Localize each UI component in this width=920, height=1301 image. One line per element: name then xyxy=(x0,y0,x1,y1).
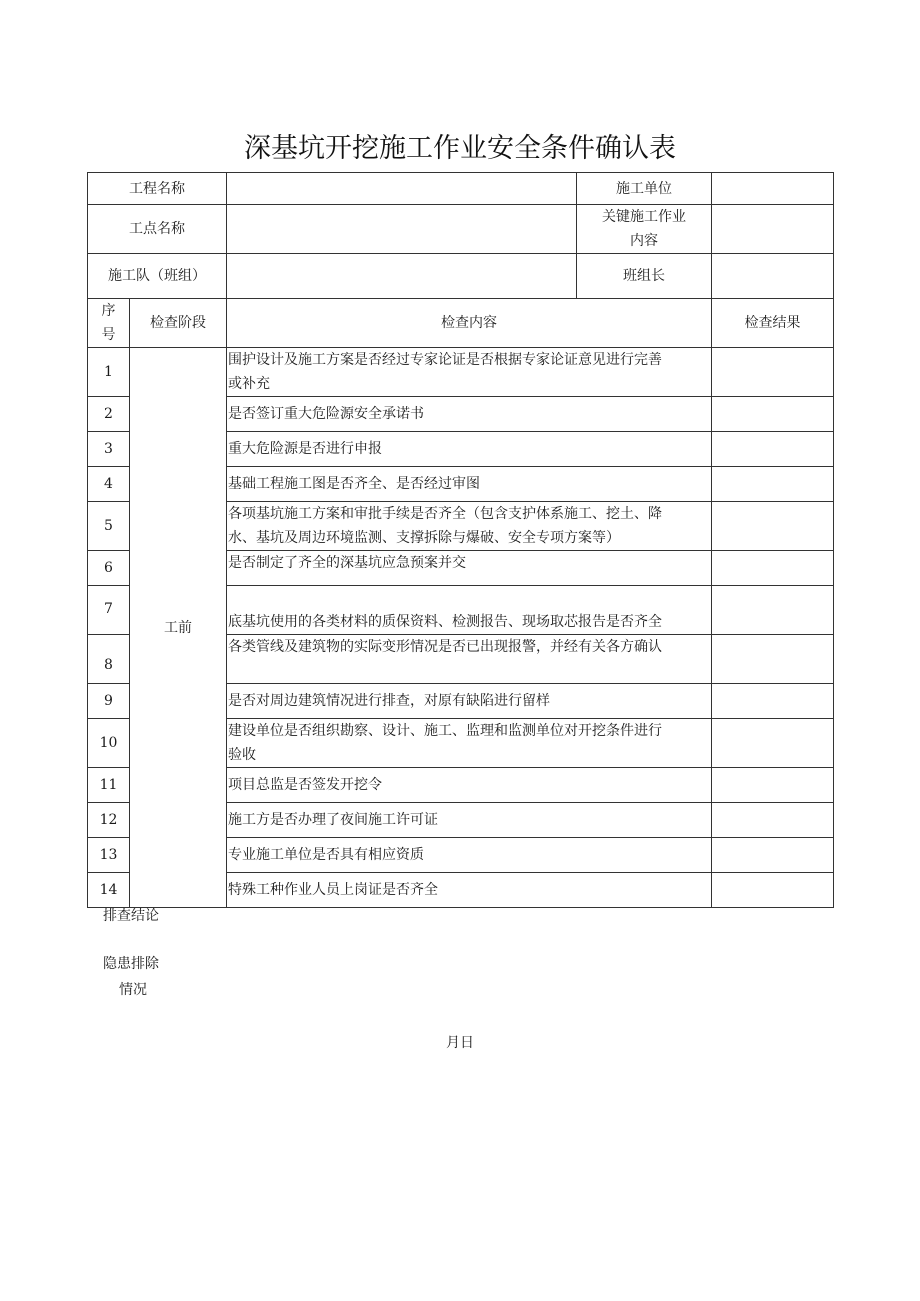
key-work-label xyxy=(577,205,712,254)
result-cell[interactable] xyxy=(712,551,834,586)
result-cell[interactable] xyxy=(712,768,834,803)
row-number: 5 xyxy=(88,502,130,551)
row-number: 10 xyxy=(88,719,130,768)
row-number: 12 xyxy=(88,803,130,838)
confirmation-form-table xyxy=(87,172,834,908)
check-item-line2: 水、基坑及周边环境监测、支撑拆除与爆破、安全专项方案等） xyxy=(228,530,620,546)
check-item-line2: 或补充 xyxy=(228,376,270,392)
seq-header-line2: 号 xyxy=(101,327,116,343)
result-cell[interactable] xyxy=(712,719,834,768)
result-cell[interactable] xyxy=(712,397,834,432)
result-cell[interactable] xyxy=(712,586,834,635)
row-number: 1 xyxy=(88,348,130,397)
key-work-label-line1: 关键施工作业 xyxy=(602,209,686,225)
hazard-label-line2: 情况 xyxy=(119,982,147,998)
check-item-line1: 各项基坑施工方案和审批手续是否齐全（包含支护体系施工、挖土、降 xyxy=(228,506,662,522)
result-cell[interactable] xyxy=(712,502,834,551)
check-item: 基础工程施工图是否齐全、是否经过审图 xyxy=(227,467,712,502)
row-number: 8 xyxy=(88,635,130,684)
site-name-row xyxy=(88,205,834,254)
result-cell[interactable] xyxy=(712,635,834,684)
key-work-field[interactable] xyxy=(712,205,834,254)
hazard-label-line1: 隐患排除 xyxy=(103,956,159,972)
result-header: 检查结果 xyxy=(712,299,834,348)
site-name-label: 工点名称 xyxy=(88,205,227,254)
result-cell[interactable] xyxy=(712,684,834,719)
result-cell[interactable] xyxy=(712,873,834,908)
date-label: 月日 xyxy=(446,1035,474,1051)
row-number: 6 xyxy=(88,551,130,586)
seq-header xyxy=(88,299,130,348)
table-row xyxy=(88,348,834,397)
row-number: 3 xyxy=(88,432,130,467)
row-number: 4 xyxy=(88,467,130,502)
check-item: 是否制定了齐全的深基坑应急预案并交 xyxy=(227,551,712,586)
check-item xyxy=(227,348,712,397)
row-number: 7 xyxy=(88,586,130,635)
check-item-line2: 验收 xyxy=(228,747,256,763)
construction-unit-label: 施工单位 xyxy=(577,173,712,205)
content-header: 检查内容 xyxy=(227,299,712,348)
check-item: 各类管线及建筑物的实际变形情况是否已出现报警，并经有关各方确认 xyxy=(227,635,712,684)
result-cell[interactable] xyxy=(712,838,834,873)
check-item: 施工方是否办理了夜间施工许可证 xyxy=(227,803,712,838)
stage-cell: 工前 xyxy=(130,348,227,908)
project-name-row xyxy=(88,173,834,205)
team-leader-label: 班组长 xyxy=(577,254,712,299)
site-name-field[interactable] xyxy=(227,205,577,254)
column-header-row xyxy=(88,299,834,348)
row-number: 9 xyxy=(88,684,130,719)
stage-header: 检查阶段 xyxy=(130,299,227,348)
check-item-line1: 围护设计及施工方案是否经过专家论证是否根据专家论证意见进行完善 xyxy=(228,352,662,368)
team-field[interactable] xyxy=(227,254,577,299)
result-cell[interactable] xyxy=(712,348,834,397)
check-item: 特殊工种作业人员上岗证是否齐全 xyxy=(227,873,712,908)
project-name-field[interactable] xyxy=(227,173,577,205)
check-item: 专业施工单位是否具有相应资质 xyxy=(227,838,712,873)
construction-unit-field[interactable] xyxy=(712,173,834,205)
row-number: 11 xyxy=(88,768,130,803)
check-item: 底基坑使用的各类材料的质保资料、检测报告、现场取芯报告是否齐全 xyxy=(227,586,712,635)
row-number: 13 xyxy=(88,838,130,873)
check-item: 是否对周边建筑情况进行排查，对原有缺陷进行留样 xyxy=(227,684,712,719)
result-cell[interactable] xyxy=(712,432,834,467)
key-work-label-line2: 内容 xyxy=(630,233,658,249)
row-number: 14 xyxy=(88,873,130,908)
conclusion-label: 排查结论 xyxy=(103,908,159,924)
team-label: 施工队（班组） xyxy=(88,254,227,299)
page-title: 深基坑开挖施工作业安全条件确认表 xyxy=(244,133,676,164)
team-leader-field[interactable] xyxy=(712,254,834,299)
seq-header-line1: 序 xyxy=(101,303,116,319)
result-cell[interactable] xyxy=(712,803,834,838)
result-cell[interactable] xyxy=(712,467,834,502)
team-row xyxy=(88,254,834,299)
project-name-label: 工程名称 xyxy=(88,173,227,205)
check-item-line1: 建设单位是否组织勘察、设计、施工、监理和监测单位对开挖条件进行 xyxy=(228,723,662,739)
check-item: 重大危险源是否进行申报 xyxy=(227,432,712,467)
check-item: 是否签订重大危险源安全承诺书 xyxy=(227,397,712,432)
check-item xyxy=(227,502,712,551)
row-number: 2 xyxy=(88,397,130,432)
check-item xyxy=(227,719,712,768)
check-item: 项目总监是否签发开挖令 xyxy=(227,768,712,803)
